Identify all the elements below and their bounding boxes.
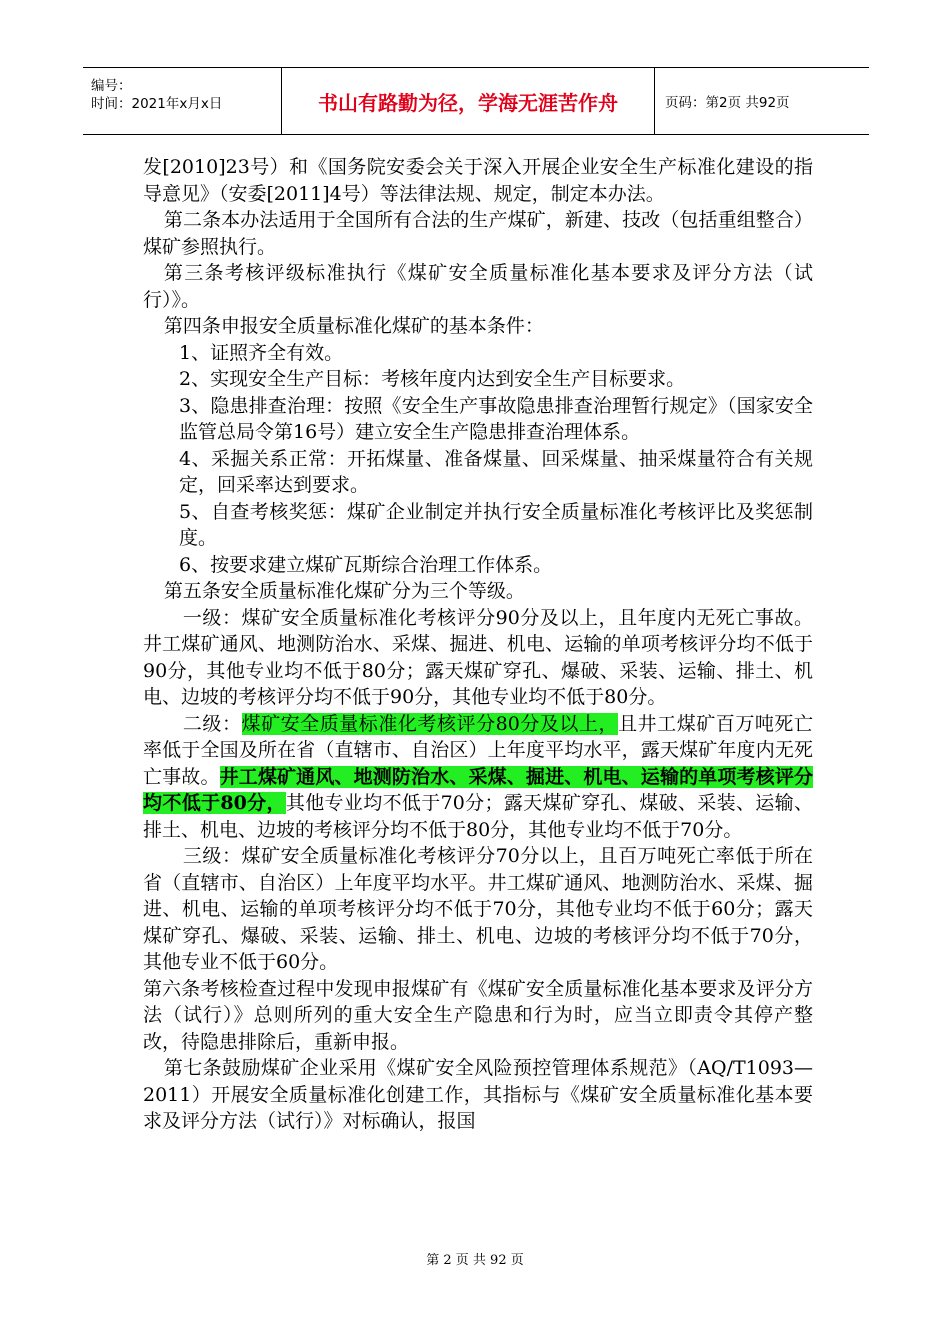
highlight-score-requirement: 煤矿安全质量标准化考核评分80分及以上， [241, 712, 619, 735]
article-6: 第六条考核检查过程中发现申报煤矿有《煤矿安全质量标准化基本要求及评分方法（试行）》总则所列的重大安全生产隐患和行为时，应当立即责令其停产整改，待隐患排除后，重新申报。 [143, 977, 813, 1053]
page-header [83, 67, 869, 135]
level-1-paragraph: 一级：煤矿安全质量标准化考核评分90分及以上，且年度内无死亡事故。井工煤矿通风、地测防治水、采煤、掘进、机电、运输的单项考核评分均不低于90分，其他专业均不低于80分；露天煤矿穿孔、爆破、采装、运输、排土、机电、边坡的考核评分均不低于90分，其他专业均不低于80分。 [143, 606, 813, 708]
level-2-label: 二级： [182, 712, 242, 735]
article-4: 第四条申报安全质量标准化煤矿的基本条件： [163, 315, 544, 337]
article-7: 第七条鼓励煤矿企业采用《煤矿安全风险预控管理体系规范》（AQ/T1093—2011）开展安全质量标准化创建工作，其指标与《煤矿安全质量标准化基本要求及评分方法（试行）》对标确认，报国 [143, 1057, 813, 1132]
header-meta-cell [83, 68, 282, 134]
header-page-info: 页码：第2页 共92页 [665, 95, 790, 111]
level-3-paragraph: 三级：煤矿安全质量标准化考核评分70分以上，且百万吨死亡率低于所在省（直辖市、自治区）上年度平均水平。井工煤矿通风、地测防治水、采煤、掘进、机电、运输的单项考核评分均不低于70分，其他专业均不低于60分；露天煤矿穿孔、爆破、采装、运输、排土、机电、边坡的考核评分均不低于70分，其他专业不低于60分。 [143, 845, 813, 973]
document-date-label: 时间：2021年x月x日 [91, 96, 223, 112]
level-2-paragraph [143, 711, 813, 844]
condition-item-4: 4、采掘关系正常：开拓煤量、准备煤量、回采煤量、抽采煤量符合有关规定，回采率达到要求。 [179, 447, 813, 496]
condition-item-1: 1、证照齐全有效。 [179, 341, 344, 364]
condition-item-6: 6、按要求建立煤矿瓦斯综合治理工作体系。 [179, 553, 553, 576]
condition-item-3: 3、隐患排查治理：按照《安全生产事故隐患排查治理暂行规定》（国家安全监管总局令第16号）建立安全生产隐患排查治理体系。 [179, 394, 813, 443]
highlight-single-item-requirement: 井工煤矿通风、地测防治水、采煤、掘进、机电、运输的单项考核评分均不低于80分， [143, 765, 813, 814]
condition-item-2: 2、实现安全生产目标：考核年度内达到安全生产目标要求。 [179, 368, 686, 390]
level-2-text-rest: 其他专业均不低于70分；露天煤矿穿孔、煤破、采装、运输、排土、机电、边坡的考核评分均不低于80分，其他专业均不低于70分。 [143, 792, 813, 841]
condition-item-5: 5、自查考核奖惩：煤矿企业制定并执行安全质量标准化考核评比及奖惩制度。 [179, 500, 813, 549]
article-2: 第二条本办法适用于全国所有合法的生产煤矿，新建、技改（包括重组整合）煤矿参照执行。 [143, 209, 813, 258]
header-motto: 书山有路勤为径，学海无涯苦作舟 [282, 68, 655, 134]
article-5: 第五条安全质量标准化煤矿分为三个等级。 [163, 580, 525, 602]
document-number-label: 编号： [91, 78, 132, 94]
level-2-text: 且井工煤矿百万吨死亡率低于全国及所在省（直辖市、自治区）上年度平均水平，露天煤矿年度内无死亡事故。 [143, 712, 813, 788]
document-body [143, 154, 813, 1135]
article-3: 第三条考核评级标准执行《煤矿安全质量标准化基本要求及评分方法（试行）》。 [143, 262, 813, 311]
paragraph-intro: 发[2010]23号）和《国务院安委会关于深入开展企业安全生产标准化建设的指导意见》（安委[2011]4号）等法律法规、规定，制定本办法。 [143, 156, 813, 205]
page-footer: 第 2 页 共 92 页 [426, 1253, 524, 1268]
